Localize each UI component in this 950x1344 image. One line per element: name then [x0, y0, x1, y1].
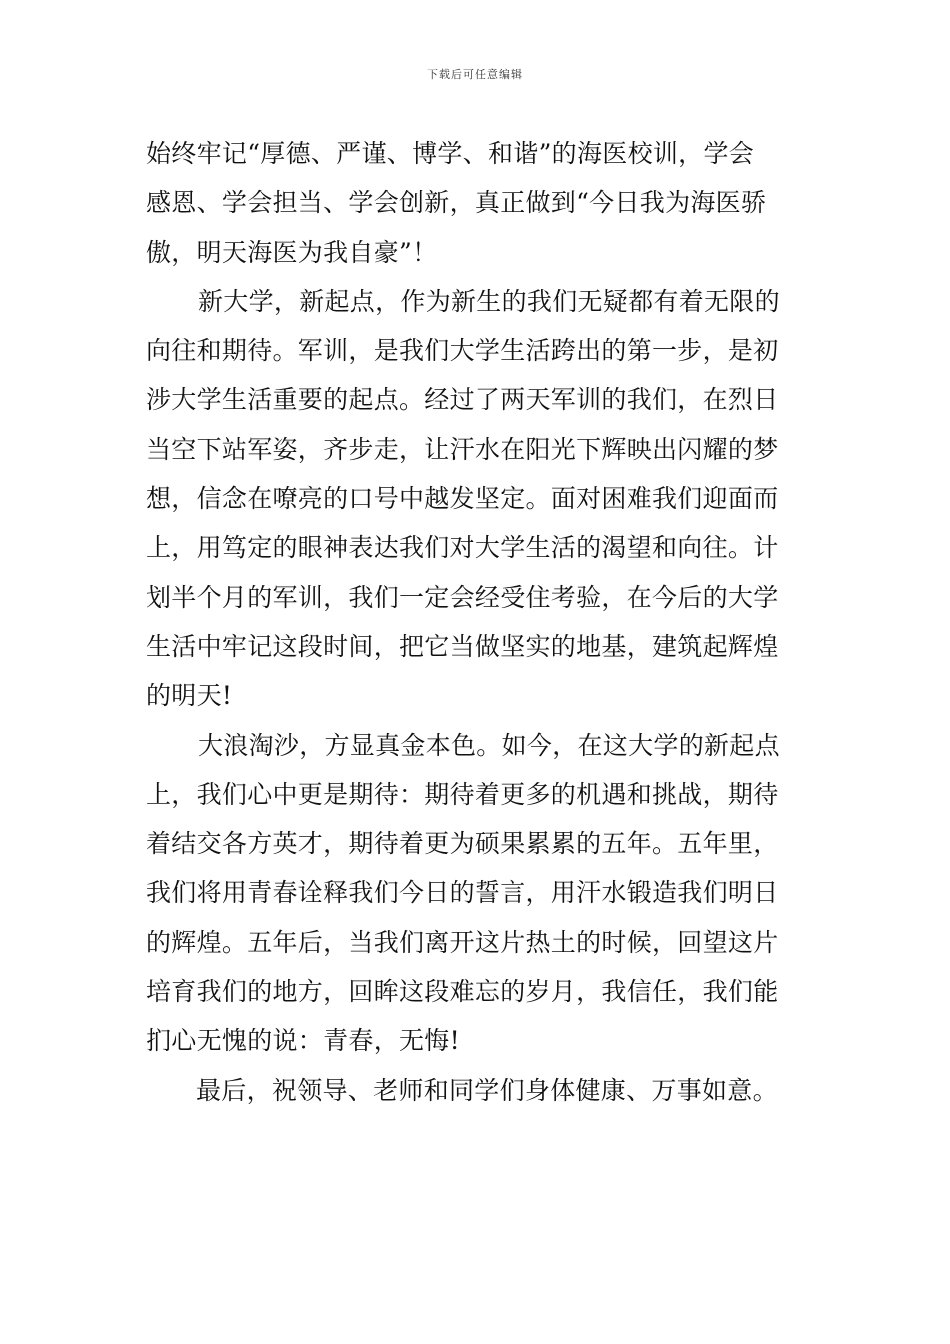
text-line: 感恩、学会担当、学会创新，真正做到“今日我为海医骄 [146, 188, 767, 218]
document-body [146, 129, 806, 1115]
text-line: 我们将用青春诠释我们今日的誓言，用汗水锻造我们明日 [146, 878, 779, 908]
text-line: 的明天! [146, 681, 233, 711]
closing-line: 最后，祝领导、老师和同学们身体健康、万事如意。 [196, 1075, 778, 1105]
text-line: 培育我们的地方，回眸这段难忘的岁月，我信任，我们能 [146, 977, 779, 1007]
text-line: 涉大学生活重要的起点。经过了两天军训的我们，在烈日 [146, 385, 779, 415]
text-line: 上，用笃定的眼神表达我们对大学生活的渴望和向往。计 [146, 533, 779, 563]
text-line: 傲，明天海医为我自豪”！ [146, 237, 438, 267]
text-line: 划半个月的军训，我们一定会经受住考验，在今后的大学 [146, 582, 779, 612]
text-line: 扪心无愧的说：青春，无悔! [146, 1026, 460, 1056]
text-line: 着结交各方英才，期待着更为硕果累累的五年。五年里， [146, 829, 779, 859]
paragraph-start-line: 新大学，新起点，作为新生的我们无疑都有着无限的 [198, 286, 780, 316]
text-line: 生活中牢记这段时间，把它当做坚实的地基，建筑起辉煌 [146, 631, 779, 661]
page-header: 下载后可任意编辑 [427, 68, 523, 81]
text-line: 想，信念在嘹亮的口号中越发坚定。面对困难我们迎面而 [146, 484, 779, 514]
text-line: 始终牢记“厚德、严谨、博学、和谐”的海医校训，学会 [146, 139, 755, 168]
text-line: 当空下站军姿，齐步走，让汗水在阳光下辉映出闪耀的梦 [146, 434, 779, 464]
text-line: 的辉煌。五年后，当我们离开这片热土的时候，回望这片 [146, 927, 779, 957]
text-line: 上，我们心中更是期待：期待着更多的机遇和挑战，期待 [146, 779, 779, 809]
paragraph-start-line: 大浪淘沙，方显真金本色。如今，在这大学的新起点 [198, 730, 780, 760]
text-line: 向往和期待。军训，是我们大学生活跨出的第一步，是初 [146, 336, 779, 366]
